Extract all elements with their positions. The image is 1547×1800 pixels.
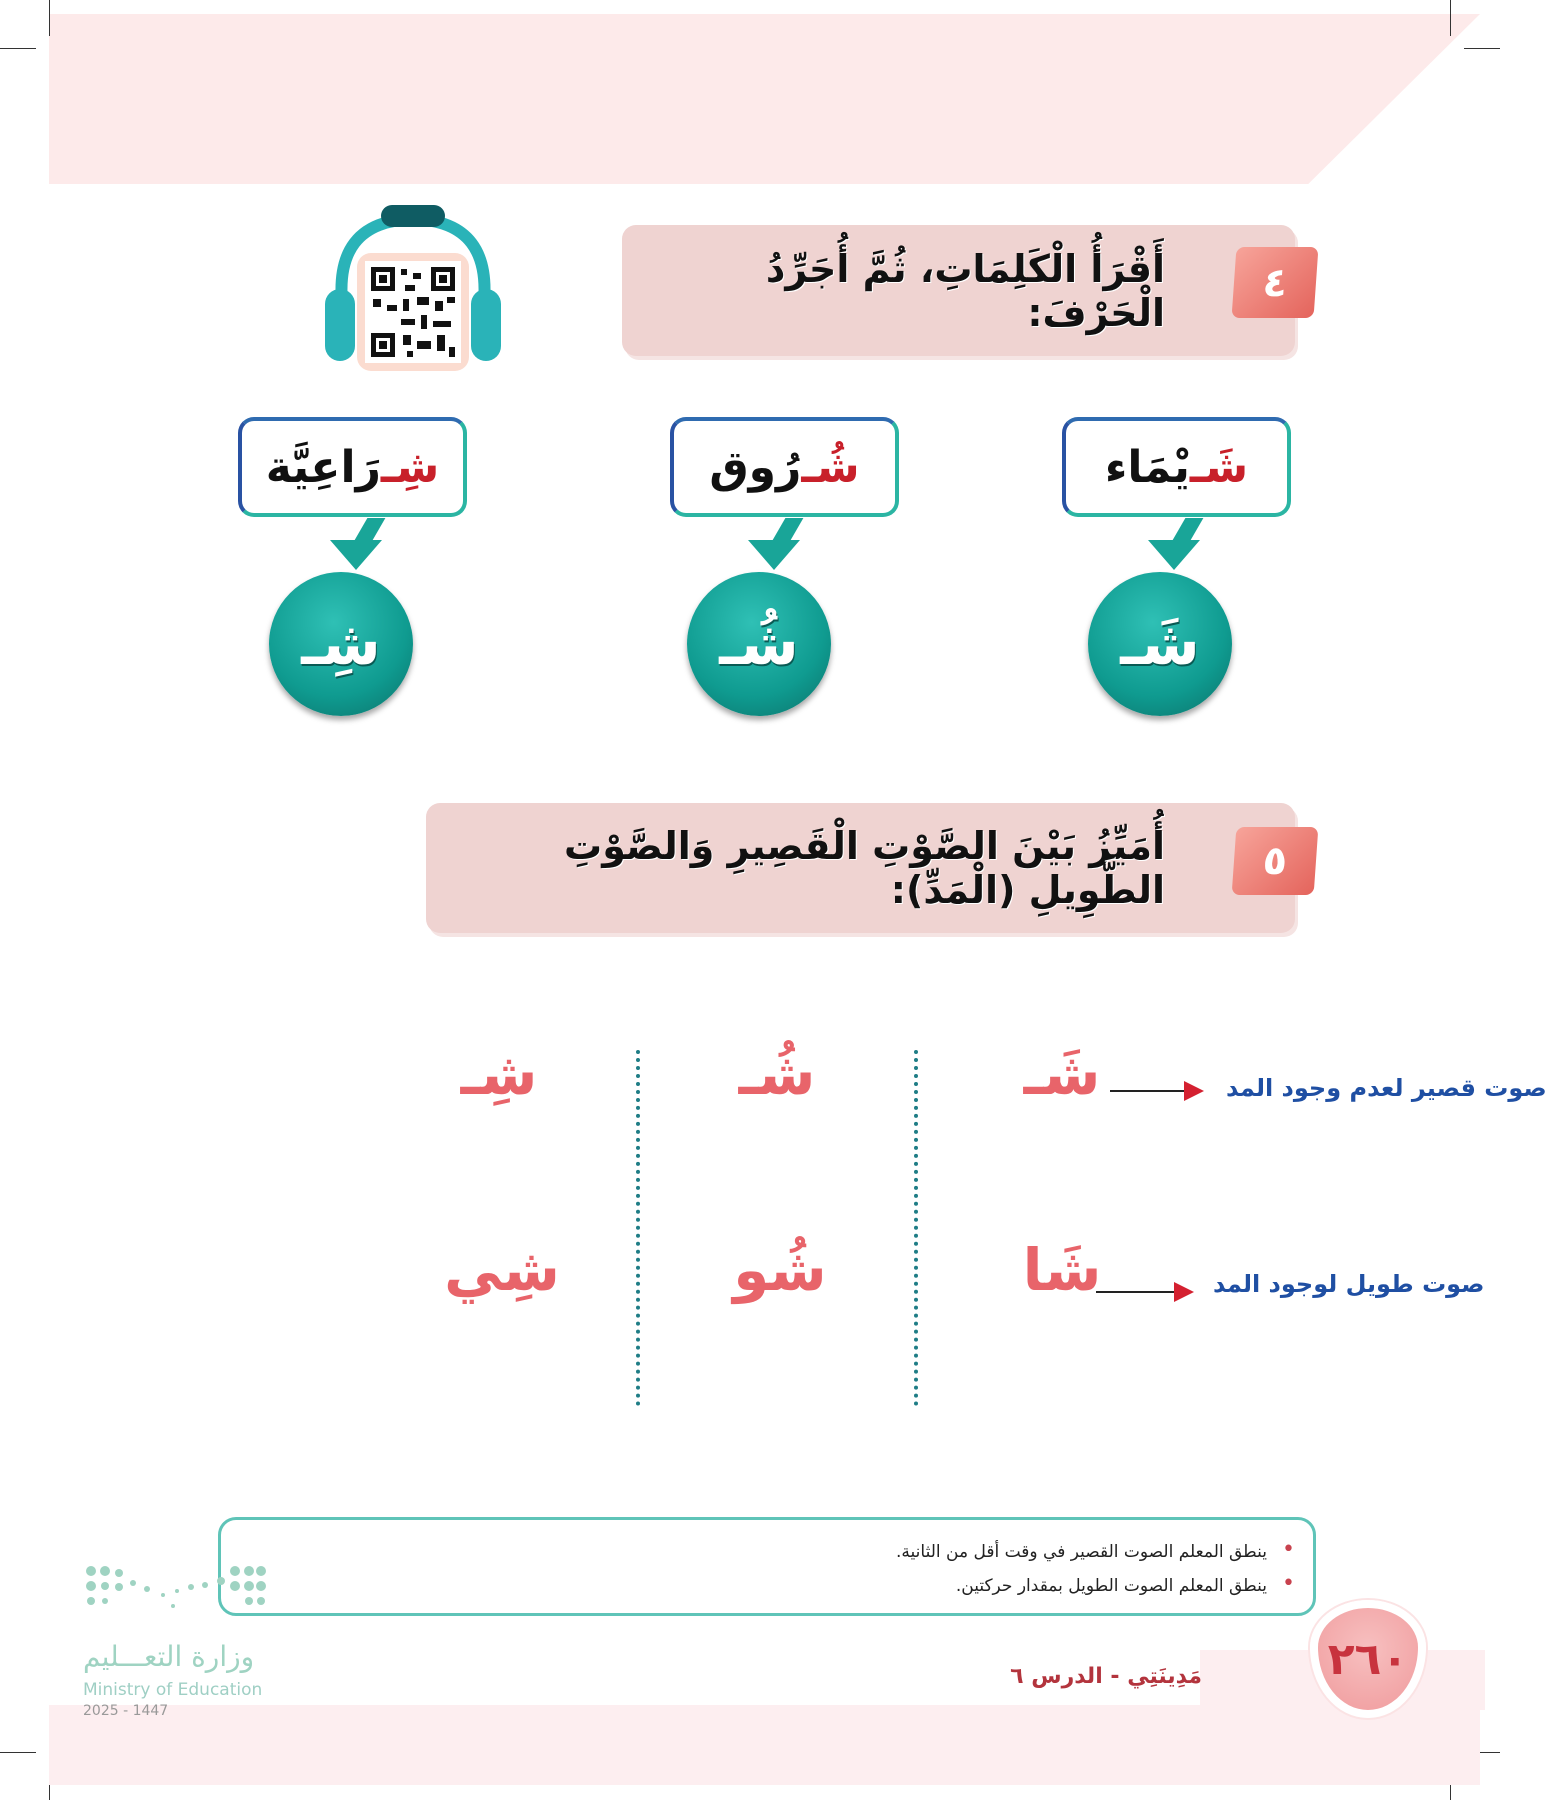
headphones-icon — [321, 201, 505, 373]
teacher-notes — [218, 1517, 1316, 1616]
long-sound-label: صوت طويل لوجود المد — [1213, 1270, 1485, 1298]
note-item: • ينطق المعلم الصوت القصير في وقت أقل من الثانية. — [896, 1542, 1267, 1562]
short-letter-damma: شُـ — [738, 1040, 816, 1108]
long-letter-ya: شِي — [444, 1236, 560, 1304]
dotted-divider — [914, 1050, 918, 1406]
crop-mark — [1464, 48, 1500, 49]
arrow-head-icon — [1184, 1081, 1204, 1101]
ministry-logo-icon — [83, 1561, 268, 1621]
arrow-head-icon — [1174, 1282, 1194, 1302]
arrow-icon — [330, 540, 382, 570]
lesson-title: مَدِينَتِي - الدرس ٦ — [1010, 1664, 1202, 1689]
exercise-4-number: ٤ — [1232, 247, 1319, 318]
long-letter-alef: شَا — [1022, 1236, 1102, 1304]
short-sound-label: صوت قصير لعدم وجود المد — [1226, 1074, 1547, 1102]
crop-mark — [49, 0, 50, 36]
exercise-5-number: ٥ — [1232, 827, 1319, 895]
arrow-icon — [748, 540, 800, 570]
word-card-3 — [238, 417, 467, 517]
letter-circle-3: شِـ — [269, 572, 413, 716]
arrow-icon — [1148, 540, 1200, 570]
top-banner — [49, 14, 1480, 184]
ministry-name-ar: وزارة التعـــليم — [83, 1640, 255, 1673]
word-card-2 — [670, 417, 899, 517]
word-first-letter: شُـ — [801, 441, 860, 493]
word-rest: يْمَاء — [1104, 441, 1190, 493]
audio-qr-code[interactable] — [321, 201, 505, 373]
long-letter-waw: شُو — [733, 1236, 827, 1304]
footer-band — [49, 1705, 1480, 1785]
ministry-name-en: Ministry of Education — [83, 1680, 263, 1700]
exercise-5-title: أُمَيِّزُ بَيْنَ الصَّوْتِ الْقَصِيرِ وَالصَّوْتِ الطَّوِيلِ (الْمَدِّ): — [564, 824, 1165, 912]
word-card-1 — [1062, 417, 1291, 517]
crop-mark — [0, 1752, 36, 1753]
word-rest: رَاعِيَّة — [265, 441, 381, 493]
short-letter-kasra: شِـ — [460, 1040, 538, 1108]
word-rest: رُوق — [709, 441, 802, 493]
academic-year: 2025 - 1447 — [83, 1703, 169, 1719]
crop-mark — [1450, 0, 1451, 36]
note-item: • ينطق المعلم الصوت الطويل بمقدار حركتين. — [956, 1576, 1267, 1596]
letter-circle-1: شَـ — [1088, 572, 1232, 716]
dotted-divider — [636, 1050, 640, 1406]
short-letter-fatha: شَـ — [1023, 1040, 1101, 1108]
crop-mark — [0, 48, 36, 49]
page-number: ٢٦٠ — [1310, 1600, 1426, 1718]
word-first-letter: شَـ — [1189, 441, 1249, 493]
exercise-4-heading — [622, 225, 1295, 356]
exercise-4-title: أَقْرَأُ الْكَلِمَاتِ، ثُمَّ أُجَرِّدُ الْحَرْفَ: — [765, 246, 1165, 335]
letter-circle-2: شُـ — [687, 572, 831, 716]
exercise-5-heading — [426, 803, 1295, 933]
word-first-letter: شِـ — [380, 441, 440, 493]
